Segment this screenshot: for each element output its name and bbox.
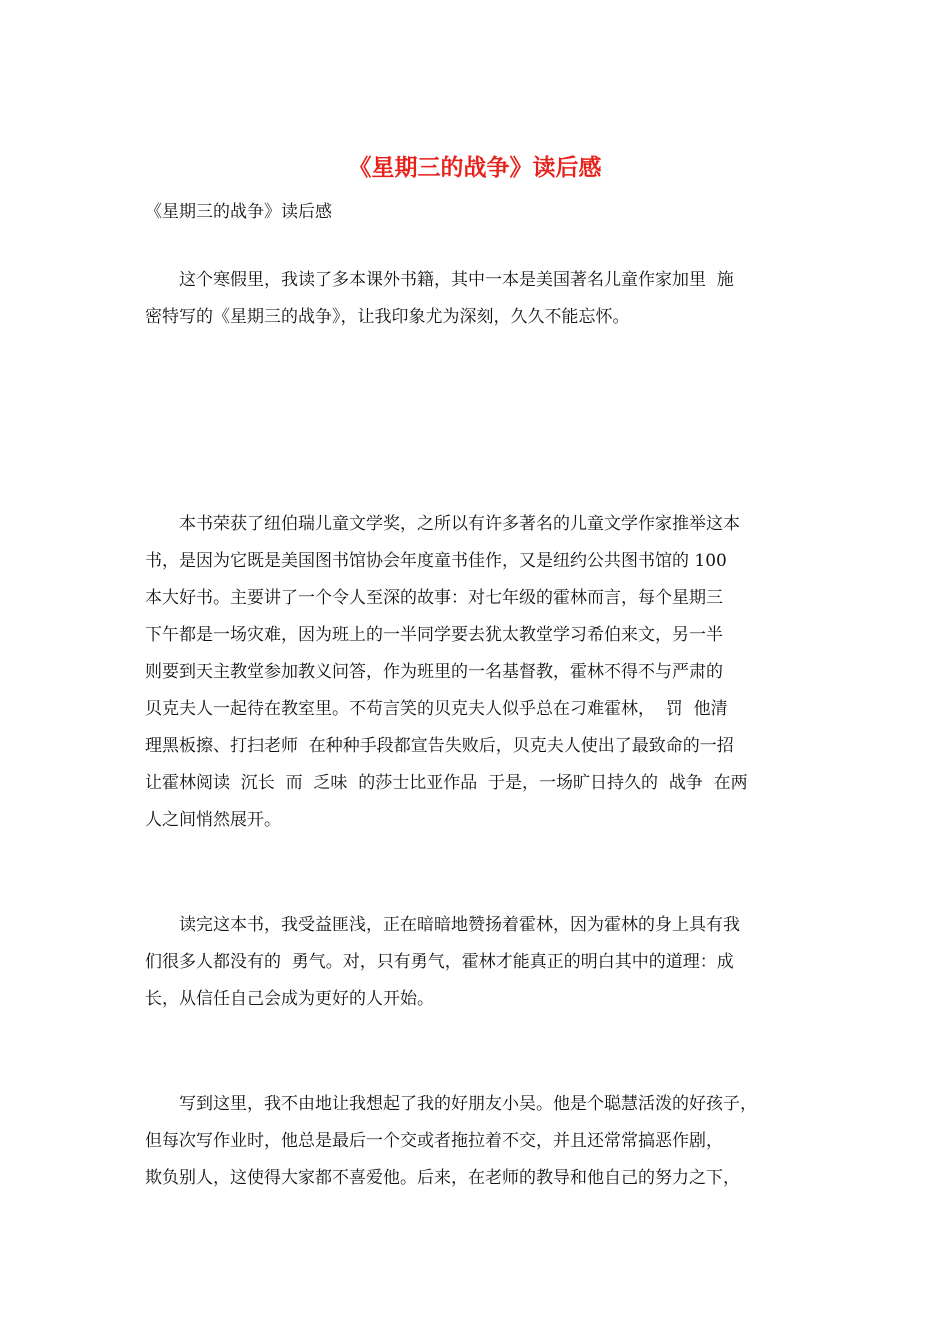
paragraph-line: 长，从信任自己会成为更好的人开始。 [145,989,434,1009]
paragraph-line: 理黑板擦、打扫老师 在种种手段都宣告失败后，贝克夫人使出了最致命的一招 [145,736,734,756]
paragraph-line: 让霍林阅读 沉长 而 乏味 的莎士比亚作品 于是，一场旷日持久的 战争 在两 [145,773,748,793]
paragraph-line: 本大好书。主要讲了一个令人至深的故事：对七年级的霍林而言，每个星期三 [145,588,723,608]
paragraph-3 [145,907,811,1018]
document-title: 《星期三的战争》读后感 [348,154,602,181]
paragraph-line: 欺负别人，这使得大家都不喜爱他。后来，在老师的教导和他自己的努力之下， [145,1168,740,1188]
paragraph-line: 本书荣获了纽伯瑞儿童文学奖，之所以有许多著名的儿童文学作家推举这本 [145,514,740,534]
paragraph-line: 人之间悄然展开。 [145,810,281,830]
paragraph-line: 这个寒假里，我读了多本课外书籍，其中一本是美国著名儿童作家加里 施 [145,270,734,290]
paragraph-line: 们很多人都没有的 勇气。对，只有勇气，霍林才能真正的明白其中的道理：成 [145,952,734,972]
document-subtitle: 《星期三的战争》读后感 [145,202,332,222]
paragraph-line: 密特写的《星期三的战争》，让我印象尤为深刻，久久不能忘怀。 [145,307,630,327]
paragraph-line: 但每次写作业时，他总是最后一个交或者拖拉着不交，并且还常常搞恶作剧， [145,1131,723,1151]
paragraph-4 [145,1086,811,1197]
paragraph-line: 则要到天主教堂参加教义问答，作为班里的一名基督教，霍林不得不与严肃的 [145,662,723,682]
paragraph-line: 下午都是一场灾难，因为班上的一半同学要去犹太教堂学习希伯来文，另一半 [145,625,723,645]
paragraph-line: 读完这本书，我受益匪浅，正在暗暗地赞扬着霍林，因为霍林的身上具有我 [145,915,740,935]
paragraph-line: 贝克夫人一起待在教室里。不苟言笑的贝克夫人似乎总在刁难霍林， 罚 他清 [145,699,728,719]
paragraph-1 [145,262,811,336]
paragraph-line: 写到这里，我不由地让我想起了我的好朋友小吴。他是个聪慧活泼的好孩子， [145,1094,757,1114]
paragraph-2 [145,506,811,839]
paragraph-line: 书，是因为它既是美国图书馆协会年度童书佳作，又是纽约公共图书馆的 100 [145,551,727,571]
